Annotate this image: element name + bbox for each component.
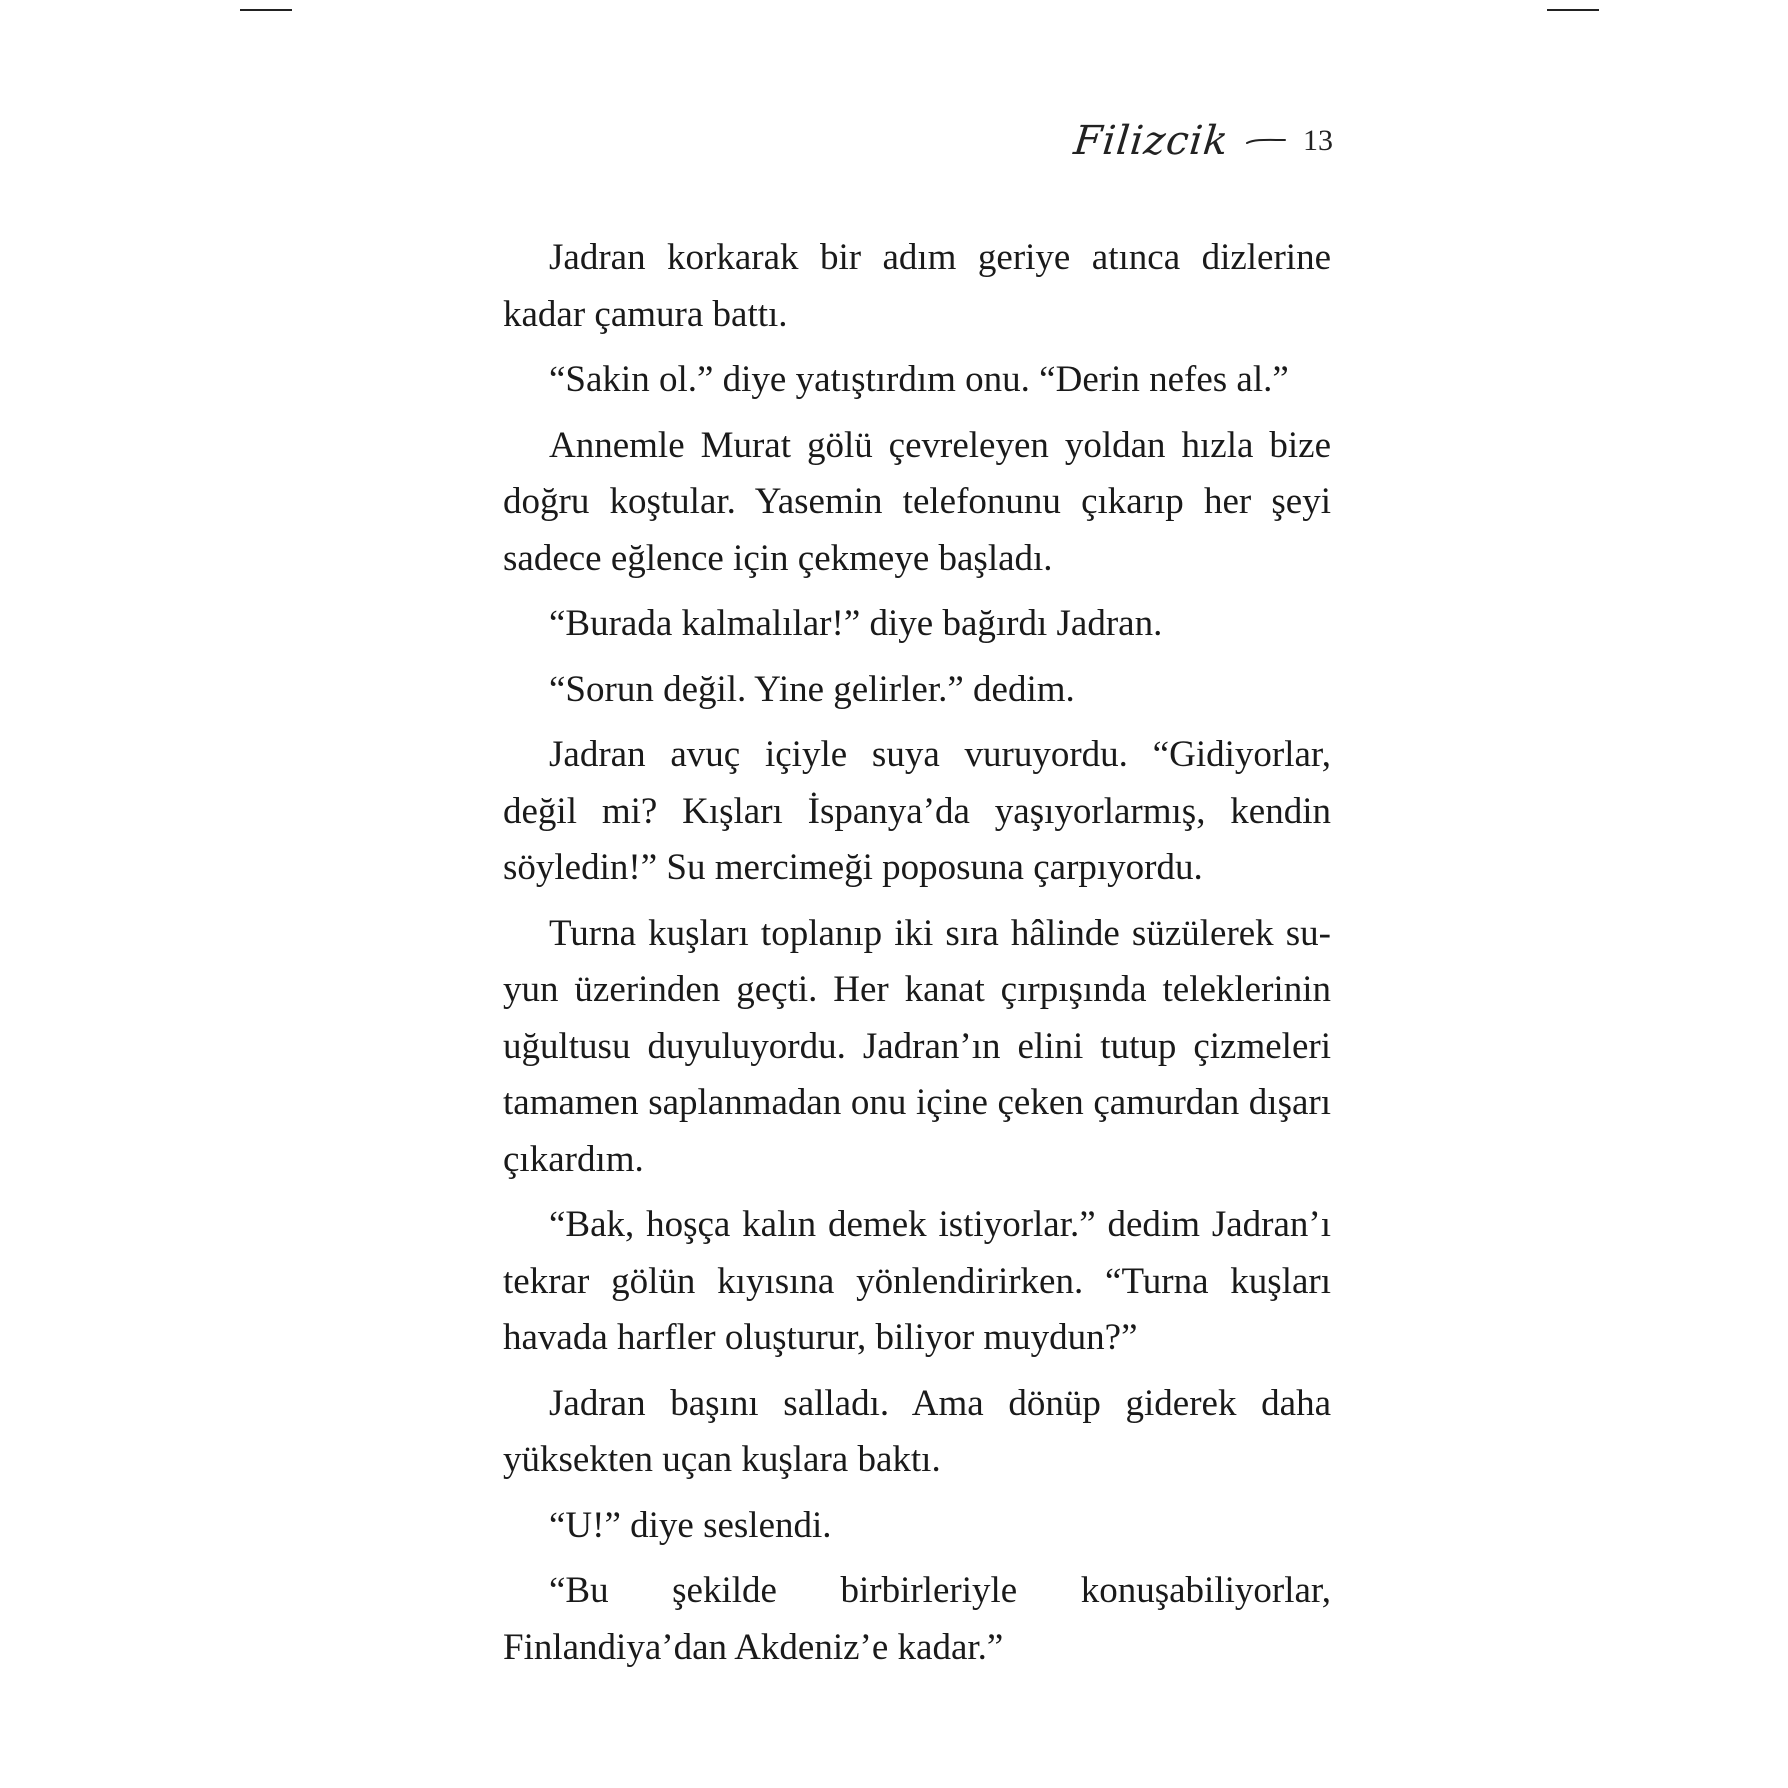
- crop-mark-right: [1547, 9, 1599, 11]
- crop-mark-left: [240, 9, 292, 11]
- paragraph: Turna kuşları toplanıp iki sıra hâlinde süzülerek su-yun üzerinden geçti. Her kanat çırpışında teleklerinin uğultusu duyuluyordu. Jadran’ın elini tutup çizmeleri tamamen saplanmadan onu içine çeken çamurdan dışarı çıkardım.: [503, 912, 1331, 1180]
- page-number: 13: [1303, 124, 1333, 157]
- paragraph: Jadran korkarak bir adım geriye atınca dizlerine kadar çamura battı.: [503, 237, 1331, 335]
- running-header: [1071, 118, 1333, 164]
- paragraph: “Sorun değil. Yine gelirler.” dedim.: [549, 668, 1075, 710]
- paragraph: Jadran başını salladı. Ama dönüp giderek daha yüksekten uçan kuşlara baktı.: [503, 1382, 1331, 1480]
- dash-ornament-icon: [1245, 135, 1287, 147]
- paragraph: “Burada kalmalılar!” diye bağırdı Jadran.: [549, 603, 1163, 644]
- body-text: [503, 230, 1331, 1685]
- paragraph: “U!” diye seslendi.: [549, 1504, 832, 1546]
- paragraph: Jadran avuç içiyle suya vuruyordu. “Gidiyorlar, değil mi? Kışları İspanya’da yaşıyorlarmış, kendin söyledin!” Su mercimeği poposuna çarpıyordu.: [503, 734, 1331, 888]
- paragraph: “Sakin ol.” diye yatıştırdım onu. “Derin nefes al.”: [549, 359, 1289, 400]
- paragraph: Annemle Murat gölü çevreleyen yoldan hızla bize doğru koştular. Yasemin telefonunu çıkarıp her şeyi sadece eğlence için çekmeye başladı.: [503, 424, 1331, 579]
- paragraph: “Bak, hoşça kalın demek istiyorlar.” dedim Jadran’ı tekrar gölün kıyısına yönlendirirken. “Turna kuşları havada harfler oluşturur, biliyor muydun?”: [503, 1204, 1331, 1358]
- paragraph: “Bu şekilde birbirleriyle konuşabiliyorlar, Finlandiya’dan Akdeniz’e kadar.”: [503, 1570, 1331, 1668]
- book-title: Filizcik: [1071, 118, 1232, 164]
